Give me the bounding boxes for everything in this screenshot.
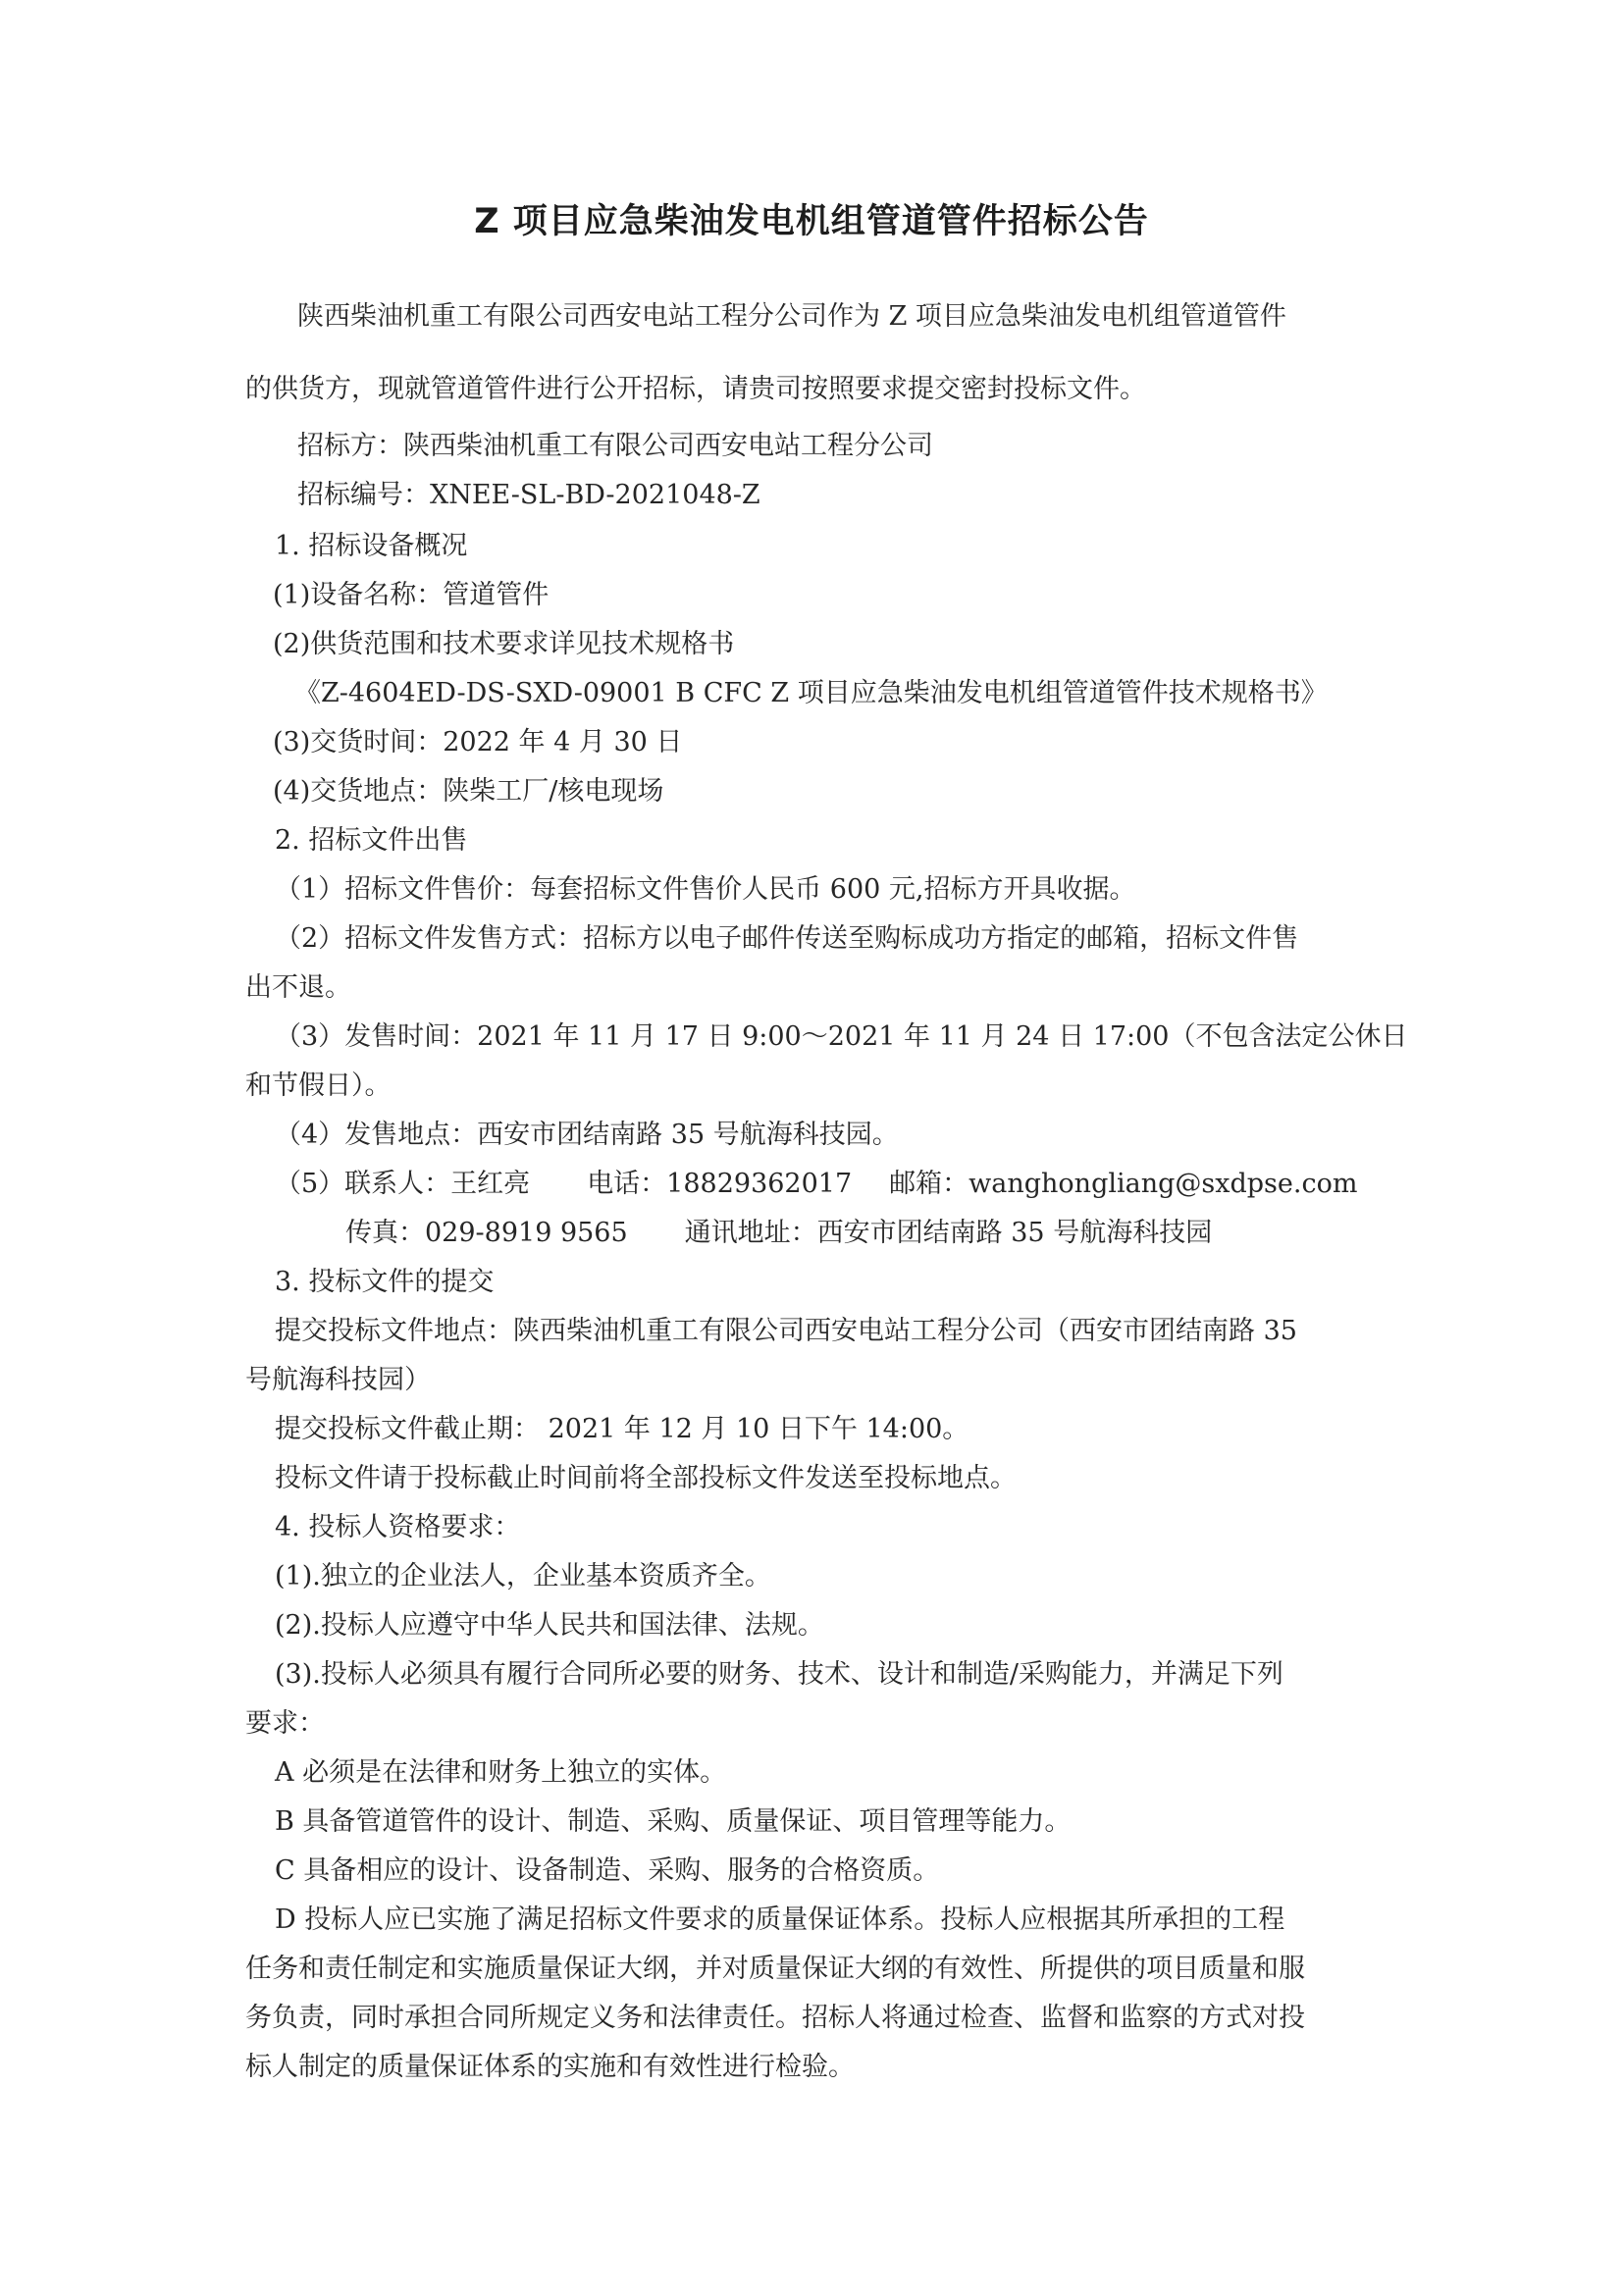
contact-person: （5）联系人：王红亮: [275, 1169, 531, 1199]
s4-item-2: (2).投标人应遵守中华人民共和国法律、法规。: [275, 1610, 824, 1641]
tender-number: 招标编号：XNEE-SL-BD-2021048-Z: [297, 480, 760, 510]
section-2-heading: 2. 招标文件出售: [275, 825, 468, 856]
s3-para-3: 投标文件请于投标截止时间前将全部投标文件发送至投标地点。: [275, 1463, 1017, 1493]
s1-item-2-spec: 《Z-4604ED-DS-SXD-09001 B CFC Z 项目应急柴油发电机组管道管件技术规格书》: [294, 678, 1328, 708]
contact-address: 通讯地址：西安市团结南路 35 号航海科技园: [684, 1218, 1213, 1248]
s4-req-d-1: D 投标人应已实施了满足招标文件要求的质量保证体系。投标人应根据其所承担的工程: [275, 1905, 1285, 1935]
s4-item-3-cont: 要求：: [245, 1708, 325, 1739]
s4-req-d-4: 标人制定的质量保证体系的实施和有效性进行检验。: [245, 2052, 855, 2082]
s1-item-1: (1)设备名称：管道管件: [273, 580, 550, 610]
s4-req-d-2: 任务和责任制定和实施质量保证大纲，并对质量保证大纲的有效性、所提供的项目质量和服: [245, 1954, 1305, 1984]
s4-req-b: B 具备管道管件的设计、制造、采购、质量保证、项目管理等能力。: [275, 1806, 1072, 1837]
s2-item-2-cont: 出不退。: [245, 972, 351, 1003]
s4-item-1: (1).独立的企业法人，企业基本资质齐全。: [275, 1561, 771, 1592]
s2-item-2: （2）招标文件发售方式：招标方以电子邮件传送至购标成功方指定的邮箱，招标文件售: [275, 923, 1299, 954]
section-3-heading: 3. 投标文件的提交: [275, 1267, 495, 1297]
page-title: Z 项目应急柴油发电机组管道管件招标公告: [474, 202, 1149, 241]
s4-req-d-3: 务负责，同时承担合同所规定义务和法律责任。招标人将通过检查、监督和监察的方式对投: [245, 2003, 1305, 2033]
contact-phone: 电话：18829362017: [587, 1169, 853, 1199]
s2-item-4: （4）发售地点：西安市团结南路 35 号航海科技园。: [275, 1120, 899, 1150]
s4-item-3: (3).投标人必须具有履行合同所必要的财务、技术、设计和制造/采购能力，并满足下列: [275, 1659, 1283, 1690]
s2-item-3-cont: 和节假日）。: [245, 1070, 392, 1101]
s2-fax-line: [345, 1217, 1212, 1250]
contact-fax: 传真：029-8919 9565: [345, 1218, 628, 1248]
s1-item-4: (4)交货地点：陕柴工厂/核电现场: [273, 776, 664, 807]
s3-para-1-cont: 号航海科技园）: [245, 1365, 431, 1395]
s2-item-3: （3）发售时间：2021 年 11 月 17 日 9:00～2021 年 11 月 24 日 17:00（不包含法定公休日: [275, 1021, 1408, 1052]
s2-item-1: （1）招标文件售价：每套招标文件售价人民币 600 元,招标方开具收据。: [275, 874, 1136, 905]
section-1-heading: 1. 招标设备概况: [275, 531, 468, 561]
intro-line-2: 的供货方，现就管道管件进行公开招标，请贵司按照要求提交密封投标文件。: [245, 374, 1146, 404]
s1-item-3: (3)交货时间：2022 年 4 月 30 日: [273, 727, 683, 757]
s3-para-1: 提交投标文件地点：陕西柴油机重工有限公司西安电站工程分公司（西安市团结南路 35: [275, 1316, 1297, 1346]
section-4-heading: 4. 投标人资格要求：: [275, 1512, 521, 1542]
s2-contact-line: [275, 1168, 1357, 1201]
s3-para-2: 提交投标文件截止期： 2021 年 12 月 10 日下午 14:00。: [275, 1414, 969, 1444]
contact-email: 邮箱：wanghongliang@sxdpse.com: [889, 1169, 1358, 1199]
tenderer: 招标方：陕西柴油机重工有限公司西安电站工程分公司: [297, 431, 933, 461]
intro-line-1: 陕西柴油机重工有限公司西安电站工程分公司作为 Z 项目应急柴油发电机组管道管件: [297, 301, 1286, 332]
s1-item-2: (2)供货范围和技术要求详见技术规格书: [273, 629, 735, 659]
s4-req-a: A 必须是在法律和财务上独立的实体。: [275, 1757, 727, 1788]
s4-req-c: C 具备相应的设计、设备制造、采购、服务的合格资质。: [275, 1855, 940, 1886]
